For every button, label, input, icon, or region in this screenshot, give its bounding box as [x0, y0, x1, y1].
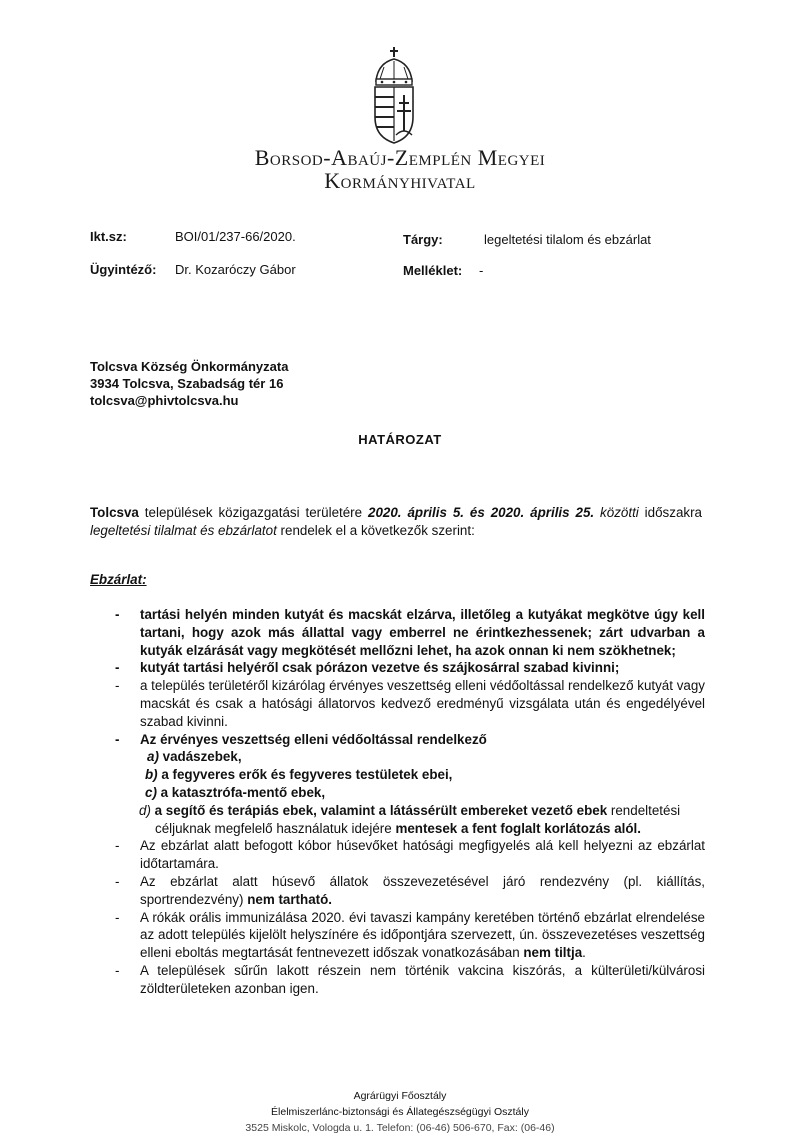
sub-letter: a) [147, 749, 159, 765]
recipient-address: 3934 Tolcsva, Szabadság tér 16 [90, 376, 284, 391]
sub-d-continuation [139, 820, 705, 838]
ugyintezo-value: Dr. Kozaróczy Gábor [175, 262, 296, 277]
list-item-text-bold: nem tiltja [523, 945, 583, 961]
list-dash: - [115, 838, 120, 854]
list-item-text: A rókák orális immunizálása 2020. évi tavaszi kampány keretében történő ebzárlat elrendelése az adott település kijelölt helyszínére és időpontjára szervezett, ún. összevezetéses veszettség elleni eboltás megtartását fentnevezett időszak vonatkozásában [140, 909, 705, 961]
list-item [115, 962, 705, 998]
list-dash: - [115, 678, 120, 694]
recipient-name: Tolcsva Község Önkormányzata [90, 359, 289, 374]
iktsz-label: Ikt.sz: [90, 229, 127, 244]
list-item [115, 731, 705, 749]
list-item [115, 909, 705, 962]
list-item [115, 837, 705, 873]
recipient-email: tolcsva@phivtolcsva.hu [90, 393, 239, 408]
ugyintezo-label: Ügyintéző: [90, 262, 157, 277]
sub-letter: d) [139, 802, 151, 818]
document-title: HATÁROZAT [358, 432, 442, 447]
footer-office: Élelmiszerlánc-biztonsági és Állategészségügyi Osztály [271, 1106, 529, 1118]
list-dash: - [115, 873, 120, 889]
intro-text-3: időszakra [638, 505, 702, 520]
list-item-text: Az érvényes veszettség elleni védőoltással rendelkező [140, 731, 487, 747]
sub-letter: c) [145, 784, 157, 800]
list-dash: - [115, 660, 120, 676]
intro-text-2: közötti [594, 505, 639, 520]
intro-text-1: települések közigazgatási területére [138, 505, 369, 520]
footer-department: Agrárügyi Főosztály [353, 1090, 447, 1102]
list-item-text-bold: nem tartható. [247, 891, 333, 907]
list-item [115, 659, 705, 677]
list-item-text: A települések sűrűn lakott részein nem történik vakcina kiszórás, a külterületi/külvárosi zöldterületeken azonban igen. [140, 962, 705, 996]
melleklet-value: - [479, 263, 484, 278]
sub-item-b [115, 766, 705, 784]
list-dash: - [115, 607, 120, 622]
targy-value: legeltetési tilalom és ebzárlat [484, 232, 651, 247]
recipient-block [90, 358, 288, 409]
list-item [115, 606, 705, 659]
sub-text: a katasztrófa-mentő ebek, [156, 784, 326, 800]
footer-address: 3525 Miskolc, Vologda u. 1. Telefon: (06-46) 506-670, Fax: (06-46) [245, 1122, 555, 1134]
list-item-text: tartási helyén minden kutyát és macskát elzárva, illetőleg a kutyákat megkötve úgy kell tartani, hogy azok más állattal vagy emberrel ne érintkezhessenek; zárt udvarban a kutyák elzárását vagy megkötését mellőzni lehet, ha azok onnan ki nem szökhetnek; [140, 607, 705, 658]
list-item-text: . [582, 945, 586, 961]
intro-text-4: rendelek el a következők szerint: [276, 523, 475, 538]
list-item-text: Az ebzárlat alatt húsevő állatok összevezetésével járó rendezvény (pl. kiállítás, sportrendezvény) [140, 873, 705, 907]
iktsz-value: BOI/01/237-66/2020. [175, 229, 296, 244]
melleklet-label: Melléklet: [403, 263, 463, 278]
list-dash: - [115, 731, 120, 747]
sub-text: céljuknak megfelelő használatuk idejére [155, 820, 396, 836]
list-item [115, 873, 705, 909]
org-name-line1: Borsod-Abaúj-Zemplén Megyei [254, 145, 546, 170]
intro-measures: legeltetési tilalmat és ebzárlatot [90, 523, 277, 538]
list-dash: - [115, 909, 120, 925]
sub-item-d [115, 802, 705, 838]
list-item-text: a település területéről kizárólag érvényes veszettség elleni védőoltással rendelkező kutyát vagy macskát és csak a hatósági állatorvos kedvező eredményű vizsgálata után és engedélyével szabad kivinni. [140, 678, 705, 729]
targy-label: Tárgy: [403, 232, 443, 247]
list-dash: - [115, 962, 120, 978]
list-item [115, 677, 705, 730]
sub-item-a [115, 748, 705, 766]
intro-town: Tolcsva [90, 505, 139, 520]
intro-paragraph [90, 504, 702, 540]
list-item-text: kutyát tartási helyéről csak pórázon vezetve és szájkosárral szabad kivinni; [140, 660, 620, 676]
coat-of-arms-icon [370, 45, 418, 145]
org-name-line2: Kormányhivatal [324, 168, 476, 193]
sub-text: vadászebek, [158, 749, 242, 765]
sub-text: a fegyveres erők és fegyveres testületek ebei, [157, 767, 453, 783]
sub-text-bold: a segítő és terápiás ebek, valamint a látássérült embereket vezető ebek [150, 802, 608, 818]
list-item-text: Az ebzárlat alatt befogott kóbor húsevőket hatósági megfigyelés alá kell helyezni az ebzárlat időtartamára. [140, 838, 705, 872]
sub-letter: b) [145, 767, 158, 783]
sub-text-bold: mentesek a fent foglalt korlátozás alól. [395, 820, 642, 836]
restrictions-list [115, 606, 705, 998]
sub-item-c [115, 784, 705, 802]
intro-dates: 2020. április 5. és 2020. április 25. [368, 505, 595, 520]
sub-text: rendeltetési [607, 802, 681, 818]
section-heading-ebzarlat: Ebzárlat: [90, 572, 147, 587]
